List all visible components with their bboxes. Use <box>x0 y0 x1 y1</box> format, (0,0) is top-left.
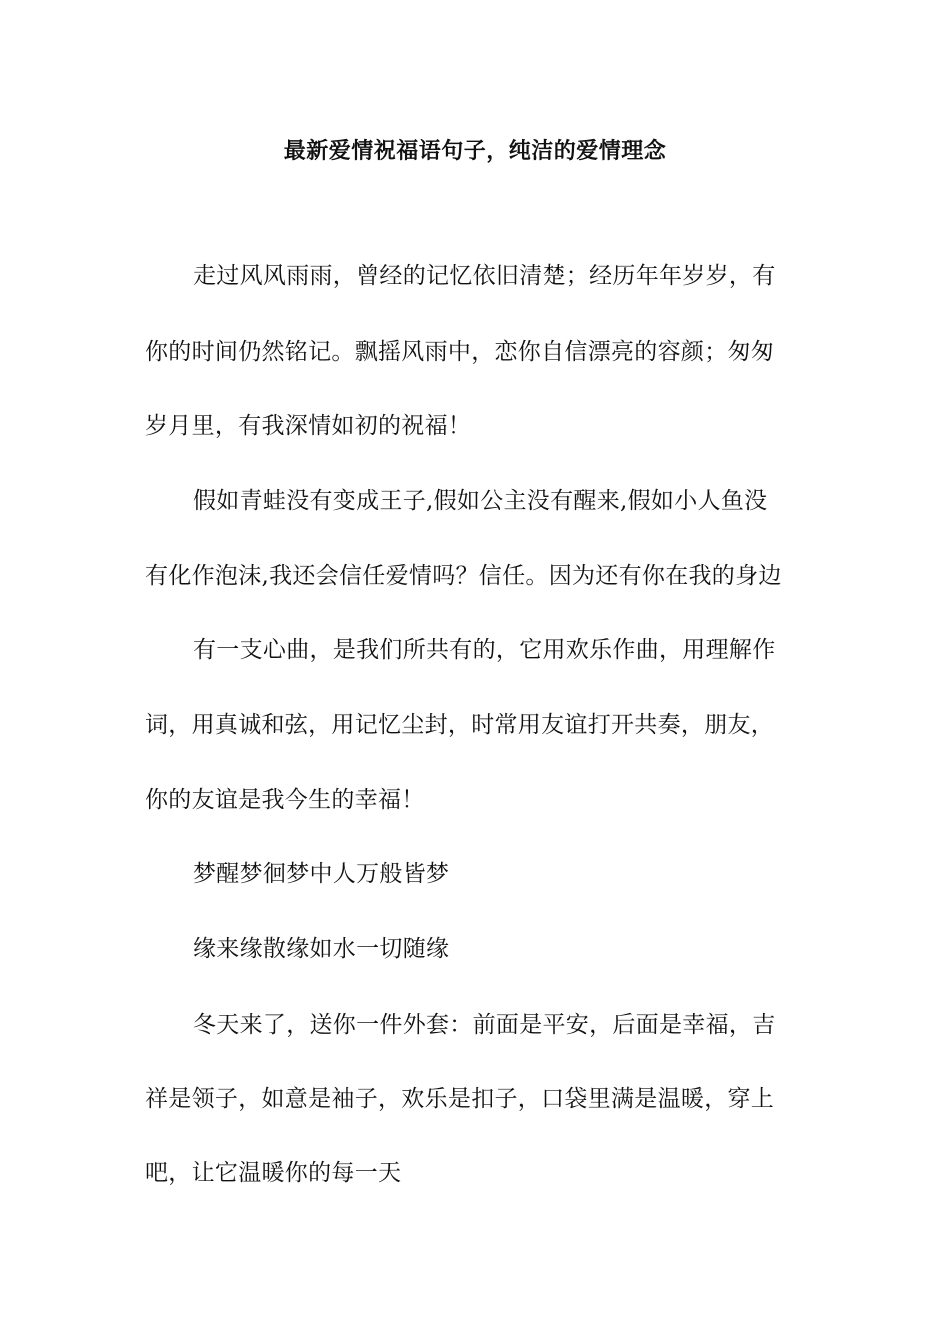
paragraph-2-line-1: 假如青蛙没有变成王子,假如公主没有醒来,假如小人鱼没 <box>193 488 768 514</box>
paragraph-3-line-2: 词，用真诚和弦，用记忆尘封，时常用友谊打开共奏，朋友， <box>145 712 775 738</box>
document-title: 最新爱情祝福语句子，纯洁的爱情理念 <box>283 139 667 164</box>
paragraph-1-line-2: 你的时间仍然铭记。飘摇风雨中，恋你自信漂亮的容颜；匆匆 <box>145 339 775 365</box>
paragraph-3-line-1: 有一支心曲，是我们所共有的，它用欢乐作曲，用理解作 <box>193 637 776 663</box>
paragraph-6-line-3: 吧，让它温暖你的每一天 <box>145 1160 402 1186</box>
paragraph-6-line-2: 祥是领子，如意是袖子，欢乐是扣子，口袋里满是温暖，穿上 <box>145 1086 775 1112</box>
paragraph-3-line-3: 你的友谊是我今生的幸福！ <box>145 787 425 813</box>
paragraph-1-line-1: 走过风风雨雨，曾经的记忆依旧清楚；经历年年岁岁，有 <box>193 263 776 289</box>
paragraph-2-line-2: 有化作泡沫,我还会信任爱情吗？信任。因为还有你在我的身边 <box>145 563 782 589</box>
paragraph-5-line-1: 缘来缘散缘如水一切随缘 <box>193 936 450 962</box>
paragraph-4-line-1: 梦醒梦徊梦中人万般皆梦 <box>193 861 450 887</box>
paragraph-6-line-1: 冬天来了，送你一件外套：前面是平安，后面是幸福，吉 <box>193 1012 776 1038</box>
paragraph-1-line-3: 岁月里，有我深情如初的祝福！ <box>145 413 472 439</box>
